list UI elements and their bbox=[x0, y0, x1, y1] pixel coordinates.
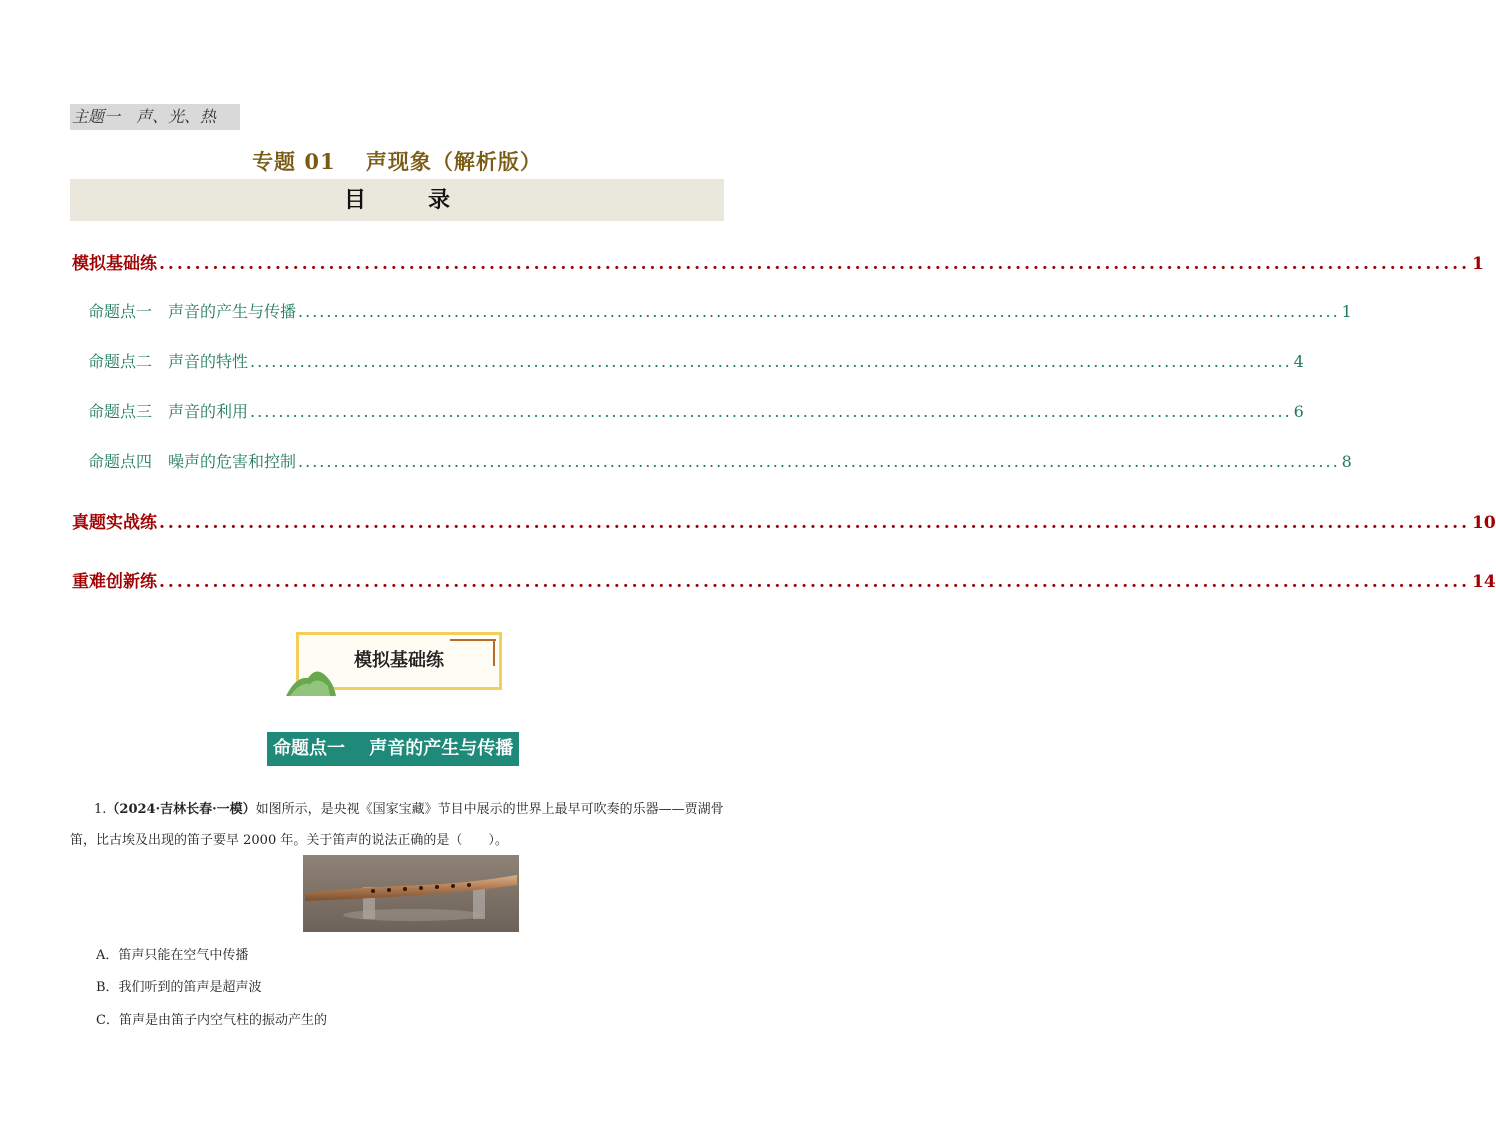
toc-page-number: 1 bbox=[1341, 302, 1352, 321]
toc-entry-sub[interactable] bbox=[88, 449, 1352, 472]
section-banner-title: 模拟基础练 bbox=[354, 650, 444, 671]
toc-dot-leader: ................................................................................................................................................... bbox=[298, 452, 1340, 471]
toc-page-number: 6 bbox=[1293, 402, 1304, 421]
toc-entry-label: 命题点一 声音的产生与传播 bbox=[88, 302, 297, 321]
toc-dot-leader: ................................................................................................................................................... bbox=[159, 254, 1471, 274]
point-heading: 命题点一 声音的产生与传播 bbox=[267, 732, 519, 766]
toc-entry-main[interactable] bbox=[72, 508, 1496, 533]
toc-entry-sub[interactable] bbox=[88, 349, 1304, 372]
toc-entry-label: 命题点四 噪声的危害和控制 bbox=[88, 452, 297, 471]
toc-page-number: 14 bbox=[1472, 572, 1496, 592]
toc-page-number: 10 bbox=[1472, 513, 1496, 533]
toc-entry-label: 命题点三 声音的利用 bbox=[88, 402, 249, 421]
toc-entry-main[interactable] bbox=[72, 249, 1484, 274]
bone-flute-photo bbox=[303, 855, 519, 932]
toc-page-number: 8 bbox=[1341, 452, 1352, 471]
toc-dot-leader: ................................................................................................................................................... bbox=[250, 402, 1292, 421]
document-title: 专题 01 声现象（解析版） bbox=[252, 149, 542, 174]
question-source: （2024·吉林长春·一模） bbox=[106, 802, 256, 817]
question-stem bbox=[70, 794, 724, 856]
toc-entry-label: 重难创新练 bbox=[72, 572, 157, 592]
toc-dot-leader: ................................................................................................................................................... bbox=[159, 513, 1471, 533]
question-stem-text: 如图所示，是央视《国家宝藏》节目中展示的世界上最早可吹奏的乐器——贾湖骨笛，比古埃及出现的笛子要早 2000 年。关于笛声的说法正确的是（ ）。 bbox=[70, 802, 724, 848]
toc-entry-main[interactable] bbox=[72, 567, 1496, 592]
question-number: 1. bbox=[94, 802, 107, 817]
toc-dot-leader: ................................................................................................................................................... bbox=[250, 352, 1292, 371]
toc-entry-sub[interactable] bbox=[88, 399, 1304, 422]
toc-dot-leader: ................................................................................................................................................... bbox=[159, 572, 1471, 592]
toc-page-number: 1 bbox=[1472, 254, 1484, 274]
toc-entry-label: 真题实战练 bbox=[72, 513, 157, 533]
toc-dot-leader: ................................................................................................................................................... bbox=[298, 302, 1340, 321]
toc-entry-label: 模拟基础练 bbox=[72, 254, 157, 274]
topic-tag: 主题一 声、光、热 bbox=[70, 104, 240, 130]
option-b: B．我们听到的笛声是超声波 bbox=[96, 980, 262, 995]
toc-page-number: 4 bbox=[1293, 352, 1304, 371]
option-a: A．笛声只能在空气中传播 bbox=[96, 948, 249, 963]
toc-heading: 目 录 bbox=[70, 179, 724, 221]
toc-entry-label: 命题点二 声音的特性 bbox=[88, 352, 249, 371]
option-c: C．笛声是由笛子内空气柱的振动产生的 bbox=[96, 1013, 327, 1028]
toc-entry-sub[interactable] bbox=[88, 299, 1352, 322]
